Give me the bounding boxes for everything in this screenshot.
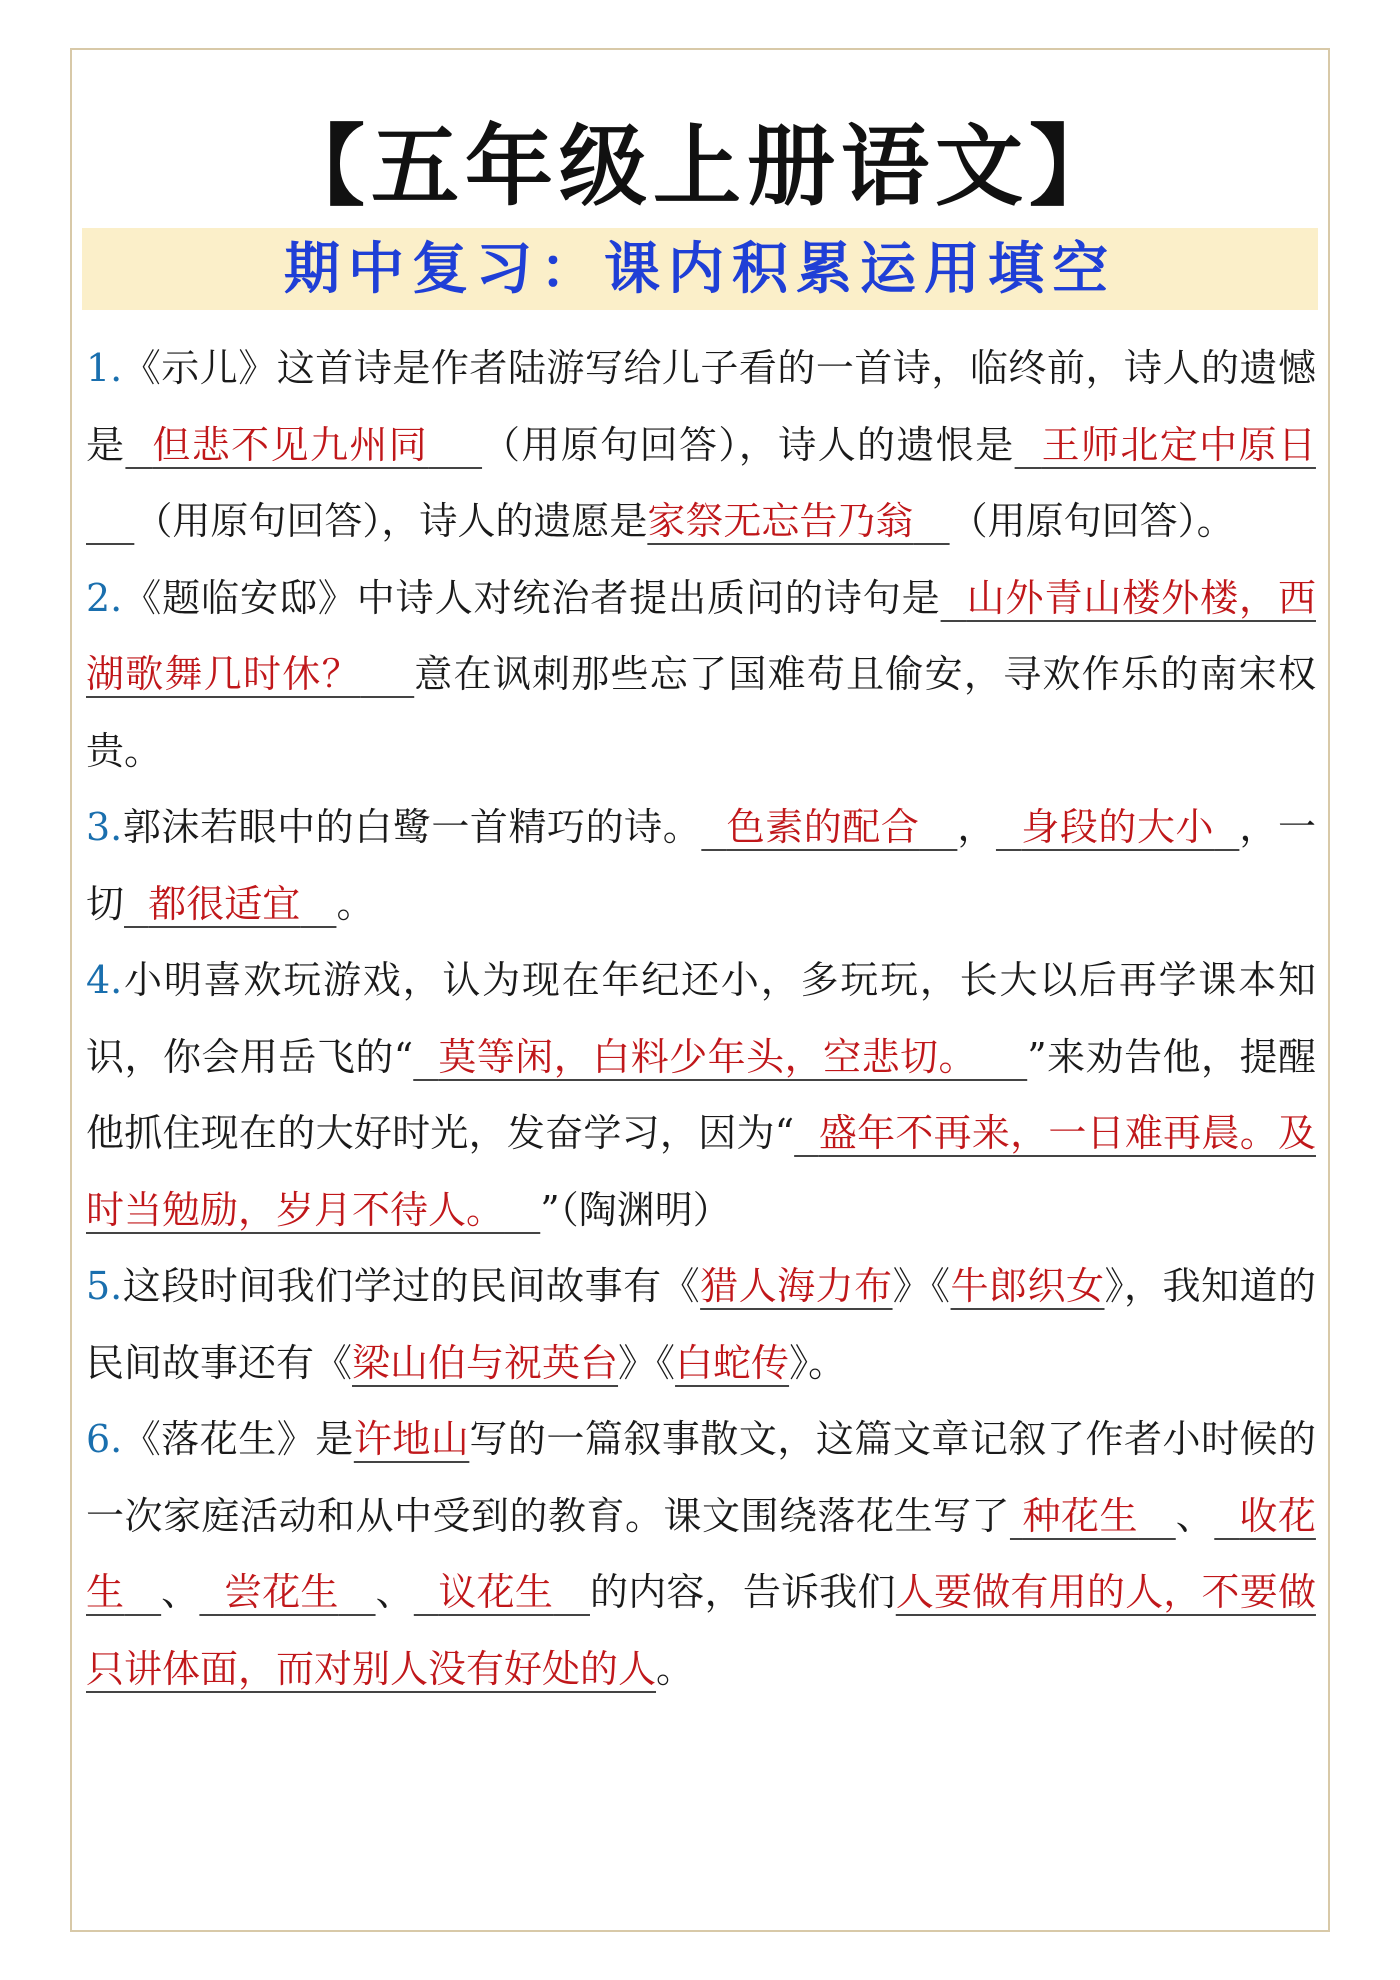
question-number: 1.: [86, 346, 123, 390]
answer-blank: 收花生: [86, 1493, 1316, 1614]
question-text: 》，我知道的民间故事还有《: [86, 1264, 1316, 1385]
question-text: 这段时间我们学过的民间故事有《: [122, 1264, 701, 1308]
question-text: 小明喜欢玩游戏，认为现在年纪还小，多玩玩，长大以后再学课本知识，你会用岳飞的“: [86, 958, 1316, 1079]
question-number: 6.: [86, 1417, 123, 1461]
answer-blank: 盛年不再来，一日难再晨。及时当勉励，岁月不待人。: [86, 1111, 1316, 1232]
answer-blank: 许地山: [353, 1417, 470, 1461]
question-text: 的内容，告诉我们: [589, 1570, 896, 1614]
page-title: 【五年级上册语文】: [276, 114, 1123, 218]
answer-blank: 人要做有用的人，不要做只讲体面，而对别人没有好处的人: [86, 1570, 1316, 1691]
question-number: 3.: [86, 805, 123, 849]
question-text: （用原句回答），诗人的遗愿是: [134, 499, 648, 543]
question-2: [86, 560, 1316, 790]
answer-blank: 猎人海力布: [700, 1264, 893, 1308]
answer-blank: 莫等闲，白料少年头，空悲切。: [438, 1034, 977, 1079]
question-text: ”来劝告他，提醒他抓住现在的大好时光，发奋学习，因为“: [86, 1034, 1316, 1155]
answer-blank: 都很适宜: [148, 881, 301, 926]
question-number: 4.: [86, 958, 123, 1002]
question-5: [86, 1248, 1316, 1401]
page-subtitle: 期中复习：课内积累运用填空: [284, 236, 1116, 302]
question-1: [86, 330, 1316, 560]
answer-blank: 身段的大小: [1021, 805, 1215, 849]
answer-blank: 山外青山楼外楼，西湖歌舞几时休？: [86, 575, 1316, 696]
question-text: 、: [375, 1570, 414, 1614]
question-text: 写的一篇叙事散文，这篇文章记叙了作者小时候的一次家庭活动和从中受到的教育。课文围绕落花生写了: [86, 1417, 1316, 1538]
question-text: 》。: [789, 1340, 847, 1385]
question-6: [86, 1401, 1316, 1707]
answer-blank: 牛郎织女: [950, 1264, 1105, 1308]
answer-blank: 尝花生: [223, 1570, 339, 1614]
question-text: ，: [957, 805, 996, 849]
answer-blank: 梁山伯与祝英台: [352, 1340, 619, 1385]
question-text: 《题临安邸》中诗人对统治者提出质问的诗句是: [122, 575, 941, 620]
question-text: 意在讽刺那些忘了国难苟且偷安，寻欢作乐的南宋权贵。: [86, 652, 1316, 773]
question-text: 、: [161, 1570, 200, 1614]
answer-blank: 但悲不见九州同: [152, 422, 429, 467]
question-3: [86, 789, 1316, 942]
worksheet-page: [70, 48, 1330, 1932]
answer-blank: 王师北定中原日: [1041, 422, 1316, 467]
question-text: ”（陶渊明）: [540, 1187, 731, 1232]
answer-blank: 种花生: [1022, 1493, 1139, 1538]
question-text: 郭沫若眼中的白鹭一首精巧的诗。: [122, 805, 702, 849]
question-text: 、: [1175, 1493, 1215, 1538]
answer-blank: 议花生: [438, 1570, 554, 1614]
question-text: （用原句回答）。: [949, 499, 1235, 543]
question-text: 《落花生》是: [122, 1417, 354, 1461]
subtitle-band: [82, 228, 1318, 310]
question-text: 。: [656, 1646, 695, 1691]
question-text: ，一切: [86, 805, 1316, 926]
answer-blank: 白蛇传: [675, 1340, 790, 1385]
question-list: [86, 330, 1316, 1707]
question-text: 。: [336, 881, 375, 926]
question-text: 》《: [618, 1340, 676, 1385]
answer-blank: 色素的配合: [726, 805, 920, 849]
question-4: [86, 942, 1316, 1248]
question-number: 5.: [86, 1264, 123, 1308]
question-number: 2.: [86, 575, 123, 620]
question-text: 《示儿》这首诗是作者陆游写给儿子看的一首诗，临终前，诗人的遗憾是: [86, 346, 1316, 467]
question-text: （用原句回答），诗人的遗恨是: [482, 422, 1015, 467]
question-text: 》《: [892, 1264, 951, 1308]
answer-blank: 家祭无忘告乃翁: [647, 499, 914, 543]
